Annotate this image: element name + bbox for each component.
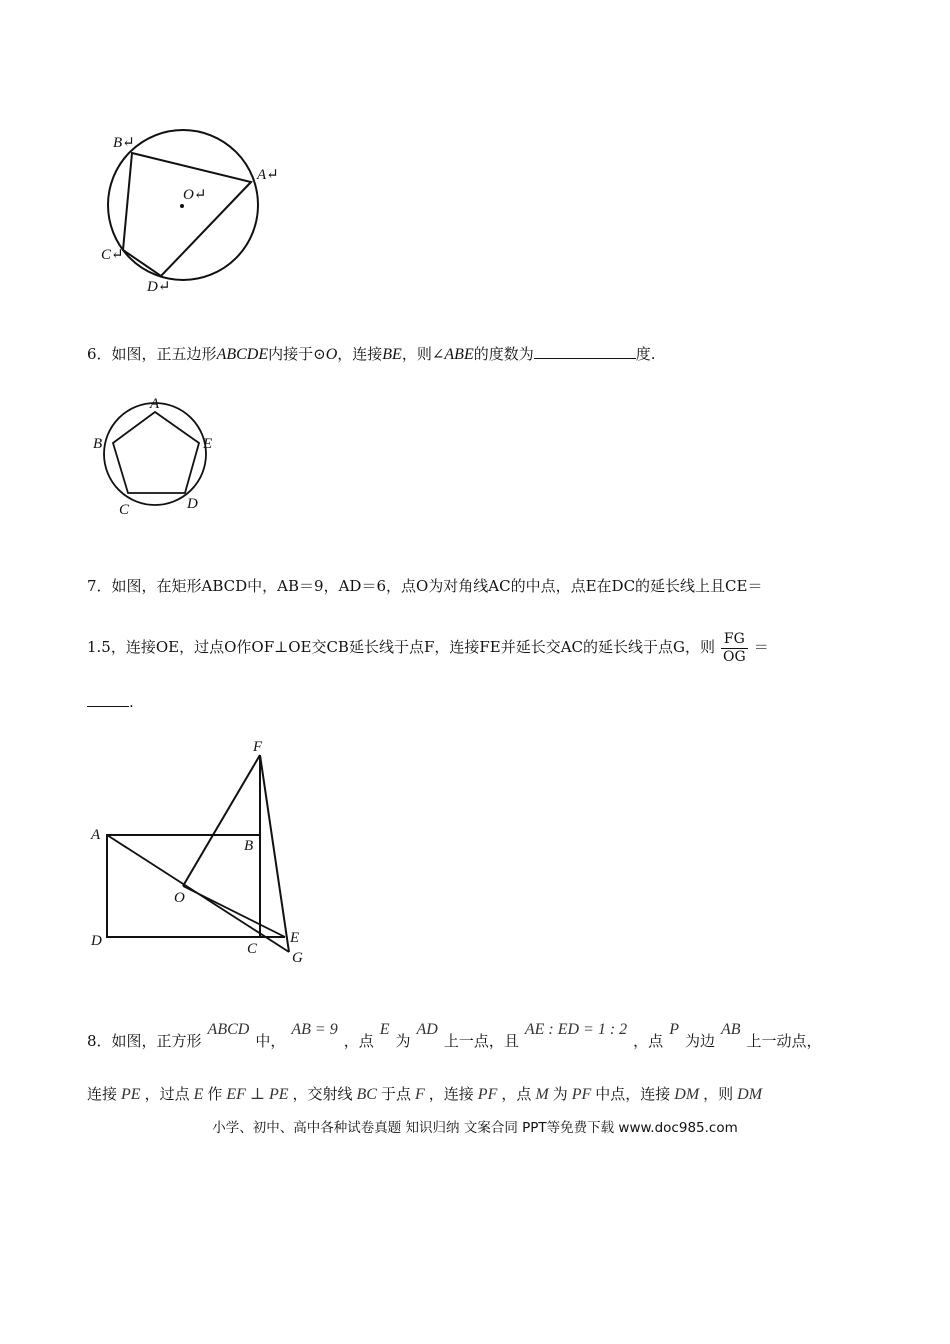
label-a: A↵ [257, 167, 279, 183]
problem-6-text-f: 度. [635, 345, 656, 363]
problem-8-l2-t8: 为 [552, 1085, 568, 1103]
fraction-fg-og [721, 631, 748, 666]
problem-6-segment: BE [382, 346, 402, 363]
label-a: A [150, 396, 160, 412]
problem-8-m3: E [379, 1021, 390, 1038]
problem-6-circle: O [325, 346, 338, 363]
problem-7-line-3 [87, 692, 134, 712]
problem-8-l2-m7: M [535, 1086, 549, 1103]
center-point-o [180, 204, 184, 208]
problem-8-l2-t7: ，点 [501, 1085, 532, 1103]
problem-8-l2-t5: 于点 [380, 1085, 411, 1103]
problem-7-line-2 [87, 626, 769, 668]
figure-circle-quadrilateral [95, 125, 295, 305]
fraction-denominator: OG [723, 648, 746, 665]
problem-8-l2-m8: PF [571, 1086, 592, 1103]
problem-8-line-2 [87, 1083, 766, 1106]
problem-8-m1: ABCD [207, 1021, 250, 1038]
pentagon-abcde [113, 412, 199, 493]
problem-8-t6: 为边 [684, 1032, 715, 1050]
problem-8-l2-m5: F [415, 1086, 425, 1103]
problem-8-t4: 上一点，且 [443, 1032, 519, 1050]
problem-8-m5: AE : ED = 1 : 2 [524, 1021, 628, 1038]
label-c: C [119, 502, 130, 518]
problem-8-l2-t6: ，连接 [428, 1085, 474, 1103]
answer-blank-7[interactable] [87, 692, 129, 707]
problem-8-l2-t10: ，则 [703, 1085, 734, 1103]
problem-6 [87, 344, 656, 365]
label-d: D [187, 496, 198, 512]
problem-8-l2-m3: EF ⊥ PE [226, 1086, 289, 1103]
problem-7-line-3-end: . [129, 693, 134, 711]
problem-8-line-1 [87, 1021, 822, 1053]
problem-8-t7: 上一动点， [746, 1032, 822, 1050]
problem-8-m6: P [669, 1021, 679, 1038]
problem-8-l2-t2: ，过点 [144, 1085, 190, 1103]
problem-7-line-2-text: 1.5，连接OE，过点O作OF⊥OE交CB延长线于点F，连接FE并延长交AC的延长线于点G，则 [87, 638, 716, 656]
problem-8-l2-m6: PF [477, 1086, 498, 1103]
problem-6-text-e: 的度数为 [473, 345, 534, 363]
fraction-numerator: FG [721, 631, 748, 649]
problem-7-equals: ＝ [753, 638, 769, 656]
figure-rectangle [85, 735, 325, 975]
label-g: G [292, 950, 303, 966]
page-footer: 小学、初中、高中各种试卷真题 知识归纳 文案合同 PPT等免费下载 www.doc985.com [212, 1120, 738, 1136]
problem-8-l2-m2: E [193, 1086, 204, 1103]
figure-pentagon-in-circle [88, 392, 228, 522]
label-f: F [253, 739, 263, 755]
rectangle-svg [85, 735, 325, 975]
problem-8-t5: ，点 [633, 1032, 664, 1050]
problem-6-number: 6． [87, 345, 112, 363]
problem-8-t2: ，点 [343, 1032, 374, 1050]
line-ag [107, 835, 289, 952]
problem-8-t3: 为 [395, 1032, 411, 1050]
problem-8-t1: 中， [255, 1032, 286, 1050]
problem-8-l2-m9: DM [674, 1086, 700, 1103]
label-e: E [203, 436, 213, 452]
problem-6-text-c: ，连接 [337, 345, 383, 363]
problem-7-line-1: 7．如图，在矩形ABCD中，AB＝9，AD＝6，点O为对角线AC的中点，点E在DC的延长线上且CE＝ [87, 577, 763, 595]
line-fg [260, 755, 289, 952]
problem-8-l2-t3: 作 [207, 1085, 223, 1103]
problem-6-text-b: 内接于⊙ [268, 345, 326, 363]
problem-6-polygon: ABCDE [216, 346, 269, 363]
problem-8-m4: AD [416, 1021, 438, 1038]
label-b: B [93, 436, 103, 452]
answer-blank-6[interactable] [534, 344, 636, 359]
label-d: D [91, 933, 102, 949]
problem-8-number: 8．如图，正方形 [87, 1032, 202, 1050]
problem-8-l2-m10: DM [737, 1086, 763, 1103]
label-b: B↵ [113, 135, 135, 151]
label-a: A [91, 827, 101, 843]
circle-quadrilateral-svg [95, 125, 295, 305]
label-c: C↵ [101, 247, 124, 263]
quadrilateral-abcd [123, 153, 251, 276]
problem-6-text-a: 如图，正五边形 [111, 345, 217, 363]
problem-8-l2-t9: 中点，连接 [595, 1085, 671, 1103]
pentagon-svg [88, 392, 228, 522]
problem-6-text-d: ，则∠ [401, 345, 445, 363]
label-o: O↵ [183, 187, 207, 203]
circumcircle [104, 403, 206, 505]
problem-8-l2-t4: ，交射线 [292, 1085, 353, 1103]
problem-8-m7: AB [720, 1021, 741, 1038]
label-b: B [244, 838, 254, 854]
label-e: E [290, 930, 300, 946]
problem-8-m2: AB = 9 [291, 1021, 338, 1038]
problem-6-angle: ABE [444, 346, 474, 363]
problem-8-l2-m4: BC [356, 1086, 377, 1103]
problem-8-l2-t1: 连接 [87, 1085, 118, 1103]
line-of [183, 755, 260, 886]
label-c: C [247, 941, 258, 957]
label-o: O [174, 890, 185, 906]
label-d: D↵ [147, 279, 171, 295]
problem-8-l2-m1: PE [121, 1086, 141, 1103]
